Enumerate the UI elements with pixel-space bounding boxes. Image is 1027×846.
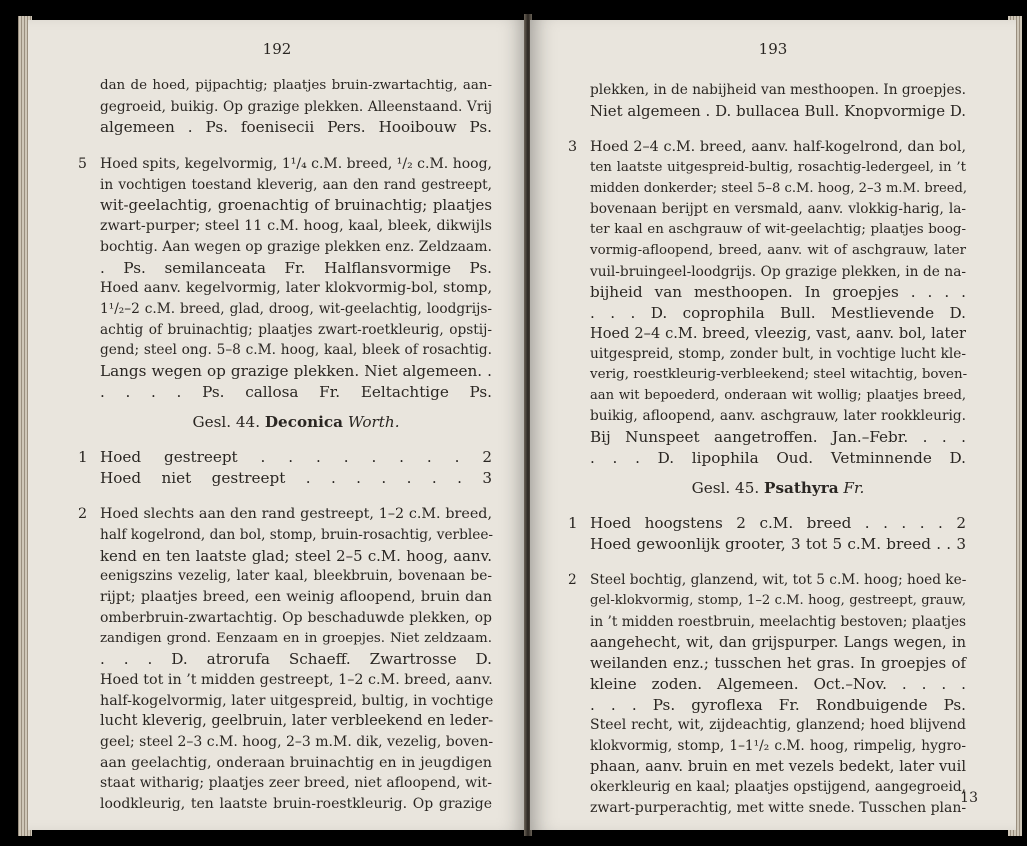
text-line [590,633,966,654]
genus-author: Worth. [347,413,400,432]
genus-name: Psathyra [764,479,839,498]
line-text: loodkleurig, ten laatste bruin-roestkleurig. Op grazige [100,796,492,812]
line-text: aan wit bepoederd, onderaan wit wollig; plaatjes breed, [590,387,966,403]
text-line [590,262,966,283]
text-line [100,468,492,489]
text-line [590,674,966,695]
text-line [100,320,492,341]
text-line [590,534,966,555]
genus-heading [590,478,966,499]
open-book [18,14,1018,836]
line-text: buikig, afloopend, aanv. aschgrauw, later rookkleurig. [590,408,966,425]
text-line [100,97,492,118]
text-line [590,303,966,324]
page-number-right: 193 [758,40,788,58]
paragraph-gap [100,488,492,504]
text-line [590,241,966,262]
text-line [590,406,966,427]
line-text: . . . D. lipophila Oud. Vetminnende D. [590,448,966,467]
line-text: uitgespreid, stomp, zonder bult, in vochtige lucht kle- [590,346,966,363]
line-text: Steel recht, wit, zijdeachtig, glanzend; hoed blijvend [590,717,966,734]
genus-number: Gesl. 45. [691,479,760,498]
line-text: kleine zoden. Algemeen. Oct.–Nov. . . . . [590,674,966,693]
line-text: bovenaan berijpt en versmald, aanv. vlokkig-harig, la- [590,201,966,218]
text-line [590,386,966,407]
line-text: zandigen grond. Eenzaam en in groepjes. Niet zeldzaam. [100,630,492,646]
text-line [590,798,966,819]
text-line [78,154,492,175]
line-text: eenigszins vezelig, later kaal, bleekbruin, bovenaan be- [100,568,492,585]
text-line [590,736,966,757]
text-line [590,220,966,241]
line-text: Hoed hoogstens 2 c.M. breed . . . . . 2 [590,514,966,533]
line-text: bochtig. Aan wegen op grazige plekken enz. Zeldzaam. [100,238,492,255]
line-text: kend en ten laatste glad; steel 2–5 c.M. hoog, aanv. [100,546,492,565]
key-number: 1 [568,514,578,533]
text-line [78,447,492,468]
key-number: 1 [78,448,88,466]
line-text: omberbruin-zwartachtig. Op beschaduwde plekken, op [100,609,492,626]
genus-number: Gesl. 44. [192,413,261,432]
line-text: okerkleurig en kaal; plaatjes opstijgend, aangegroeid, [590,779,966,796]
line-text: Steel bochtig, glanzend, wit, tot 5 c.M. hoog; hoed ke- [590,572,967,589]
line-text: in ’t midden roestbruin, meelachtig bestoven; plaatjes [590,613,967,630]
text-line [100,587,492,608]
text-line [100,566,492,587]
text-line [590,757,966,778]
text-line [100,753,492,774]
text-line [100,691,492,712]
right-page [530,20,1016,830]
line-text: Hoed 2–4 c.M. breed, vleezig, vast, aanv. bol, later [590,324,966,342]
line-text: achtig of bruinachtig; plaatjes zwart-roetkleurig, opstij- [100,321,492,338]
text-line [100,711,492,732]
line-text: . Ps. semilanceata Fr. Halflansvormige Ps. [100,258,492,277]
text-line [100,546,492,567]
text-line [100,670,492,691]
text-line [100,117,492,138]
line-text: aan geelachtig, onderaan bruinachtig en in jeugdigen [100,754,492,771]
line-text: vuil-bruingeel-loodgrijs. Op grazige plekken, in de na- [590,263,966,280]
text-line [100,175,492,196]
line-text: vormig-afloopend, breed, aanv. wit of aschgrauw, later [590,242,966,258]
line-text: Langs wegen op grazige plekken. Niet algemeen. . [100,361,492,380]
text-line [590,612,966,633]
genus-author: Fr. [843,479,865,498]
text-line [590,591,966,612]
text-line [568,137,966,158]
line-text: Hoed spits, kegelvormig, 1¹/₄ c.M. breed, ¹/₂ c.M. hoog, [100,156,492,173]
line-text: gegroeid, buikig. Op grazige plekken. Alleenstaand. Vrij [100,98,492,115]
line-text: verig, roestkleurig-verbleekend; steel witachtig, boven- [590,366,968,382]
line-text: Hoed gestreept . . . . . . . . 2 [100,448,492,466]
text-line [590,179,966,200]
text-line [100,258,492,279]
text-line [590,715,966,736]
line-text: Niet algemeen . D. bullacea Bull. Knopvormige D. [590,101,966,120]
signature-mark: 13 [960,790,978,806]
text-line [100,525,492,546]
text-line [100,195,492,216]
paragraph-gap [590,121,966,137]
text-line [590,777,966,798]
text-line [100,629,492,650]
right-page-text [568,80,968,819]
genus-heading [100,412,492,433]
text-line [568,513,966,534]
line-text: gend; steel ong. 5–8 c.M. hoog, kaal, bleek of rosachtig. [100,342,492,359]
text-line [100,608,492,629]
left-page [28,20,526,830]
text-line [100,216,492,237]
text-line [590,344,966,365]
line-text: Hoed niet gestreept . . . . . . . 3 [100,468,492,487]
line-text: wit-geelachtig, groenachtig of bruinachtig; plaatjes [100,196,492,215]
text-line [590,653,966,674]
text-line [590,427,966,448]
text-line [100,237,492,258]
text-line [590,282,966,303]
line-text: Hoed tot in ’t midden gestreept, 1–2 c.M. breed, aanv. [100,671,493,688]
line-text: 1¹/₂–2 c.M. breed, glad, droog, wit-geelachtig, loodgrijs- [100,300,492,317]
line-text: . . . Ps. gyroflexa Fr. Rondbuigende Ps. [590,695,966,714]
text-line [590,695,966,716]
genus-name: Deconica [264,413,343,432]
left-page-text [78,76,494,815]
key-number: 2 [568,572,577,589]
line-text: midden donkerder; steel 5–8 c.M. hoog, 2–3 m.M. breed, [590,180,968,196]
line-text: Hoed gewoonlijk grooter, 3 tot 5 c.M. breed . . 3 [590,534,966,553]
key-number: 2 [78,506,88,523]
line-text: rijpt; plaatjes breed, een weinig afloopend, bruin dan [100,589,492,606]
text-line [100,76,492,97]
line-text: . . . . Ps. callosa Fr. Eeltachtige Ps. [100,382,492,401]
text-line [100,361,492,382]
text-line [590,448,966,469]
text-line [590,199,966,220]
line-text: half kogelrond, dan bol, stomp, bruin-rosachtig, verblee- [100,527,494,544]
key-number: 5 [78,156,87,173]
line-text: aangehecht, wit, dan grijspurper. Langs wegen, in [590,633,966,651]
line-text: klokvormig, stomp, 1–1¹/₂ c.M. hoog, rimpelig, hygro- [590,737,966,754]
text-line [590,101,966,122]
text-line [78,504,492,525]
line-text: zwart-purper; steel 11 c.M. hoog, kaal, bleek, dikwijls [100,218,492,235]
line-text: weilanden enz.; tusschen het gras. In groepjes of [590,654,966,673]
line-text: bijheid van mesthoopen. In groepjes . . . . [590,283,966,302]
line-text: in vochtigen toestand kleverig, aan den rand gestreept, [100,176,492,193]
line-text: dan de hoed, pijpachtig; plaatjes bruin-zwartachtig, aan- [100,78,492,93]
text-line [568,570,967,591]
text-line [100,278,492,299]
text-line [100,340,492,361]
line-text: zwart-purperachtig, met witte snede. Tusschen plan- [590,800,967,816]
line-text: ten laatste uitgespreid-bultig, rosachtig-ledergeel, in ’t [590,160,966,176]
text-line [100,382,492,403]
text-line [100,299,492,320]
text-line [590,80,966,101]
key-number: 3 [568,139,578,156]
line-text: Hoed aanv. kegelvormig, later klokvormig-bol, stomp, [100,280,492,297]
line-text: plekken, in de nabijheid van mesthoopen. In groepjes. [590,82,967,98]
text-line [100,732,492,753]
text-line [590,158,966,179]
line-text: half-kogelvormig, later uitgespreid, bultig, in vochtige [100,692,494,709]
text-line [100,649,492,670]
line-text: . . . D. atrorufa Schaeff. Zwartrosse D. [100,650,492,669]
line-text: Hoed slechts aan den rand gestreept, 1–2 c.M. breed, [100,506,492,523]
line-text: geel; steel 2–3 c.M. hoog, 2–3 m.M. dik, vezelig, boven- [100,733,494,750]
paragraph-gap [590,554,966,570]
line-text: lucht kleverig, geelbruin, later verbleekend en leder- [100,712,494,730]
line-text: staat witharig; plaatjes zeer breed, niet afloopend, wit- [100,775,492,792]
text-line [100,794,492,815]
line-text: ter kaal en aschgrauw of wit-geelachtig; plaatjes boog- [590,222,966,238]
text-line [590,324,966,345]
line-text: . . . D. coprophila Bull. Mestlievende D. [590,303,966,322]
line-text: phaan, aanv. bruin en met vezels bedekt, later vuil [590,757,966,775]
line-text: gel-klokvormig, stomp, 1–2 c.M. hoog, gestreept, grauw, [590,593,966,609]
text-line [100,773,492,794]
line-text: algemeen . Ps. foenisecii Pers. Hooibouw Ps. [100,118,492,137]
line-text: Hoed 2–4 c.M. breed, aanv. half-kogelrond, dan bol, [590,139,966,156]
line-text: Bij Nunspeet aangetroffen. Jan.–Febr. . . . [590,428,966,446]
paragraph-gap [100,138,492,154]
page-number-left: 192 [262,40,292,58]
text-line [590,365,966,386]
